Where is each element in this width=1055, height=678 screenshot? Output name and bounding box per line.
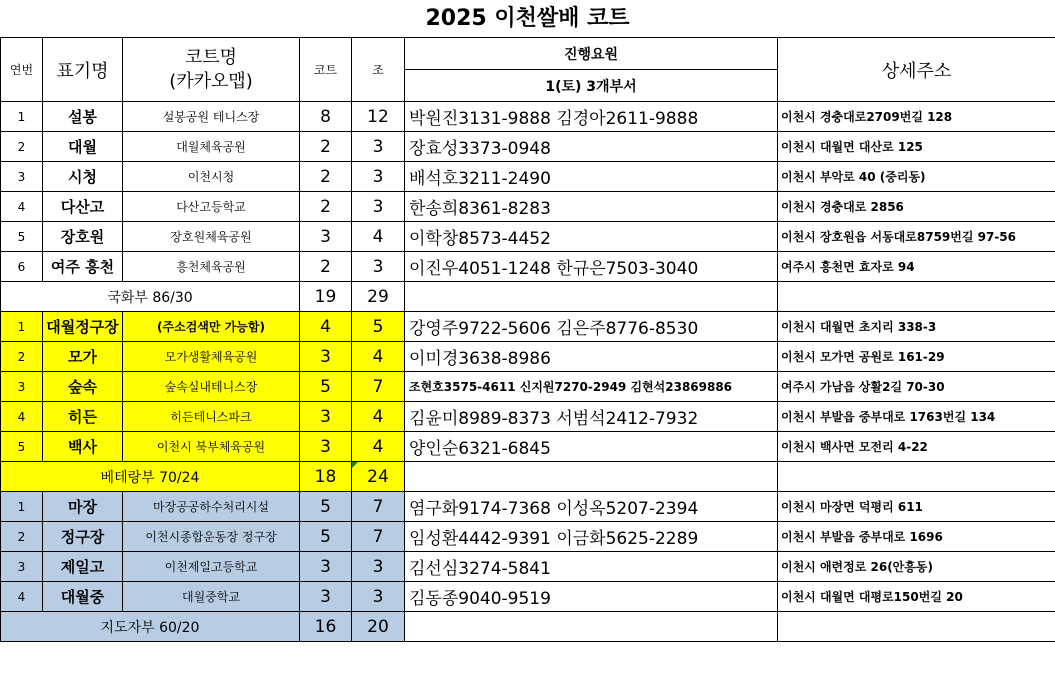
row-no: 6 — [1, 252, 43, 282]
header-address: 상세주소 — [778, 38, 1055, 102]
header-groups: 조 — [352, 38, 405, 102]
row-staff: 김윤미8989-8373 서범석2412-7932 — [405, 402, 778, 432]
row-label: 시청 — [43, 162, 123, 192]
row-no: 2 — [1, 522, 43, 552]
row-court: 이천제일고등학교 — [123, 552, 300, 582]
row-no: 4 — [1, 192, 43, 222]
subtotal-label: 지도자부 60/20 — [1, 612, 300, 642]
row-court: 흥천체육공원 — [123, 252, 300, 282]
row-address: 여주시 흥천면 효자로 94 — [778, 252, 1055, 282]
row-address: 이천시 모가면 공원로 161-29 — [778, 342, 1055, 372]
row-groups: 7 — [352, 492, 405, 522]
row-courts: 2 — [300, 162, 352, 192]
row-staff: 염구화9174-7368 이성옥5207-2394 — [405, 492, 778, 522]
row-staff: 배석호3211-2490 — [405, 162, 778, 192]
row-address: 이천시 경충대로 2856 — [778, 192, 1055, 222]
row-court: 이천시종합운동장 정구장 — [123, 522, 300, 552]
row-court: 이천시청 — [123, 162, 300, 192]
header-staff: 진행요원 — [405, 38, 778, 70]
row-label: 히든 — [43, 402, 123, 432]
row-groups: 4 — [352, 222, 405, 252]
row-address: 이천시 부발읍 중부대로 1696 — [778, 522, 1055, 552]
row-label: 설봉 — [43, 102, 123, 132]
row-court: 모가생활체육공원 — [123, 342, 300, 372]
row-no: 4 — [1, 582, 43, 612]
row-court: 다산고등학교 — [123, 192, 300, 222]
subtotal-address-empty — [778, 462, 1055, 492]
row-groups: 5 — [352, 312, 405, 342]
header-label: 표기명 — [43, 38, 123, 102]
row-label: 모가 — [43, 342, 123, 372]
table-row — [1, 162, 1055, 192]
row-address: 이천시 대월면 대산로 125 — [778, 132, 1055, 162]
row-staff: 임성환4442-9391 이금화5625-2289 — [405, 522, 778, 552]
row-courts: 2 — [300, 192, 352, 222]
header-court — [123, 38, 300, 102]
subtotal-label: 국화부 86/30 — [1, 282, 300, 312]
row-groups: 3 — [352, 552, 405, 582]
row-address: 이천시 장호원읍 서동대로8759번길 97-56 — [778, 222, 1055, 252]
header-courts: 코트 — [300, 38, 352, 102]
subtotal-address-empty — [778, 612, 1055, 642]
row-staff: 장효성3373-0948 — [405, 132, 778, 162]
subtotal-staff-empty — [405, 612, 778, 642]
row-label: 숲속 — [43, 372, 123, 402]
subtotal-staff-empty — [405, 282, 778, 312]
subtotal-label: 베테랑부 70/24 — [1, 462, 300, 492]
row-staff: 김동종9040-9519 — [405, 582, 778, 612]
row-staff: 이학창8573-4452 — [405, 222, 778, 252]
row-no: 1 — [1, 492, 43, 522]
row-courts: 5 — [300, 492, 352, 522]
row-address: 이천시 부악로 40 (중리동) — [778, 162, 1055, 192]
row-label: 다산고 — [43, 192, 123, 222]
row-no: 2 — [1, 342, 43, 372]
row-no: 3 — [1, 372, 43, 402]
table-row — [1, 252, 1055, 282]
table-row — [1, 342, 1055, 372]
row-label: 장호원 — [43, 222, 123, 252]
header-no: 연번 — [1, 38, 43, 102]
table-row — [1, 192, 1055, 222]
row-groups: 7 — [352, 522, 405, 552]
row-groups: 7 — [352, 372, 405, 402]
row-staff: 양인순6321-6845 — [405, 432, 778, 462]
subtotal-groups: 24 — [352, 462, 405, 492]
row-court: 마장공공하수처리시설 — [123, 492, 300, 522]
table-row — [1, 222, 1055, 252]
row-label: 정구장 — [43, 522, 123, 552]
table-row — [1, 552, 1055, 582]
table-row — [1, 132, 1055, 162]
row-groups: 4 — [352, 342, 405, 372]
subtotal-groups: 29 — [352, 282, 405, 312]
row-court: (주소검색만 가능함) — [123, 312, 300, 342]
row-groups: 4 — [352, 432, 405, 462]
row-no: 1 — [1, 312, 43, 342]
row-courts: 3 — [300, 582, 352, 612]
row-address: 이천시 백사면 모전리 4-22 — [778, 432, 1055, 462]
row-label: 제일고 — [43, 552, 123, 582]
row-label: 대월중 — [43, 582, 123, 612]
row-address: 이천시 대월면 초지리 338-3 — [778, 312, 1055, 342]
row-label: 대월 — [43, 132, 123, 162]
row-courts: 3 — [300, 402, 352, 432]
row-courts: 2 — [300, 132, 352, 162]
row-courts: 8 — [300, 102, 352, 132]
row-no: 4 — [1, 402, 43, 432]
row-address: 이천시 부발읍 중부대로 1763번길 134 — [778, 402, 1055, 432]
row-label: 여주 흥천 — [43, 252, 123, 282]
row-courts: 4 — [300, 312, 352, 342]
table-row — [1, 522, 1055, 552]
row-staff: 조현호3575-4611 신지원7270-2949 김현석23869886 — [405, 372, 778, 402]
row-address: 이천시 마장면 덕평리 611 — [778, 492, 1055, 522]
row-court: 숲속실내테니스장 — [123, 372, 300, 402]
row-court: 대월중학교 — [123, 582, 300, 612]
row-address: 이천시 애련정로 26(안흥동) — [778, 552, 1055, 582]
header-court-line1: 코트명 — [184, 46, 238, 68]
header-staff-sub: 1(토) 3개부서 — [405, 70, 778, 102]
row-courts: 3 — [300, 432, 352, 462]
row-groups: 4 — [352, 402, 405, 432]
row-no: 1 — [1, 102, 43, 132]
header-court-line2: (카카오맵) — [169, 70, 253, 92]
subtotal-row — [1, 282, 1055, 312]
subtotal-groups: 20 — [352, 612, 405, 642]
row-label: 대월정구장 — [43, 312, 123, 342]
row-court: 장호원체육공원 — [123, 222, 300, 252]
row-groups: 3 — [352, 252, 405, 282]
row-staff: 이진우4051-1248 한규은7503-3040 — [405, 252, 778, 282]
row-court: 히든테니스파크 — [123, 402, 300, 432]
row-no: 2 — [1, 132, 43, 162]
row-groups: 3 — [352, 192, 405, 222]
row-groups: 3 — [352, 132, 405, 162]
row-address: 여주시 가남읍 상활2길 70-30 — [778, 372, 1055, 402]
page-title: 2025 이천쌀배 코트 — [425, 6, 630, 31]
row-groups: 3 — [352, 162, 405, 192]
row-staff: 강영주9722-5606 김은주8776-8530 — [405, 312, 778, 342]
table-row — [1, 372, 1055, 402]
row-courts: 5 — [300, 522, 352, 552]
row-no: 3 — [1, 552, 43, 582]
subtotal-row — [1, 612, 1055, 642]
court-table — [0, 37, 1055, 642]
subtotal-staff-empty — [405, 462, 778, 492]
row-staff: 박원진3131-9888 김경아2611-9888 — [405, 102, 778, 132]
subtotal-row — [1, 462, 1055, 492]
row-no: 5 — [1, 432, 43, 462]
row-courts: 3 — [300, 552, 352, 582]
row-courts: 3 — [300, 342, 352, 372]
row-groups: 3 — [352, 582, 405, 612]
row-courts: 2 — [300, 252, 352, 282]
row-groups: 12 — [352, 102, 405, 132]
row-court: 대월체육공원 — [123, 132, 300, 162]
table-row — [1, 432, 1055, 462]
row-label: 마장 — [43, 492, 123, 522]
row-courts: 5 — [300, 372, 352, 402]
row-court: 설봉공원 테니스장 — [123, 102, 300, 132]
table-row — [1, 312, 1055, 342]
row-staff: 한송희8361-8283 — [405, 192, 778, 222]
row-court: 이천시 북부체육공원 — [123, 432, 300, 462]
subtotal-courts: 16 — [300, 612, 352, 642]
row-staff: 김선심3274-5841 — [405, 552, 778, 582]
table-row — [1, 402, 1055, 432]
subtotal-courts: 19 — [300, 282, 352, 312]
table-row — [1, 492, 1055, 522]
row-address: 이천시 대월면 대평로150번길 20 — [778, 582, 1055, 612]
subtotal-courts: 18 — [300, 462, 352, 492]
table-row — [1, 102, 1055, 132]
row-staff: 이미경3638-8986 — [405, 342, 778, 372]
table-row — [1, 582, 1055, 612]
row-label: 백사 — [43, 432, 123, 462]
subtotal-address-empty — [778, 282, 1055, 312]
row-address: 이천시 경충대로2709번길 128 — [778, 102, 1055, 132]
row-no: 5 — [1, 222, 43, 252]
row-courts: 3 — [300, 222, 352, 252]
row-no: 3 — [1, 162, 43, 192]
